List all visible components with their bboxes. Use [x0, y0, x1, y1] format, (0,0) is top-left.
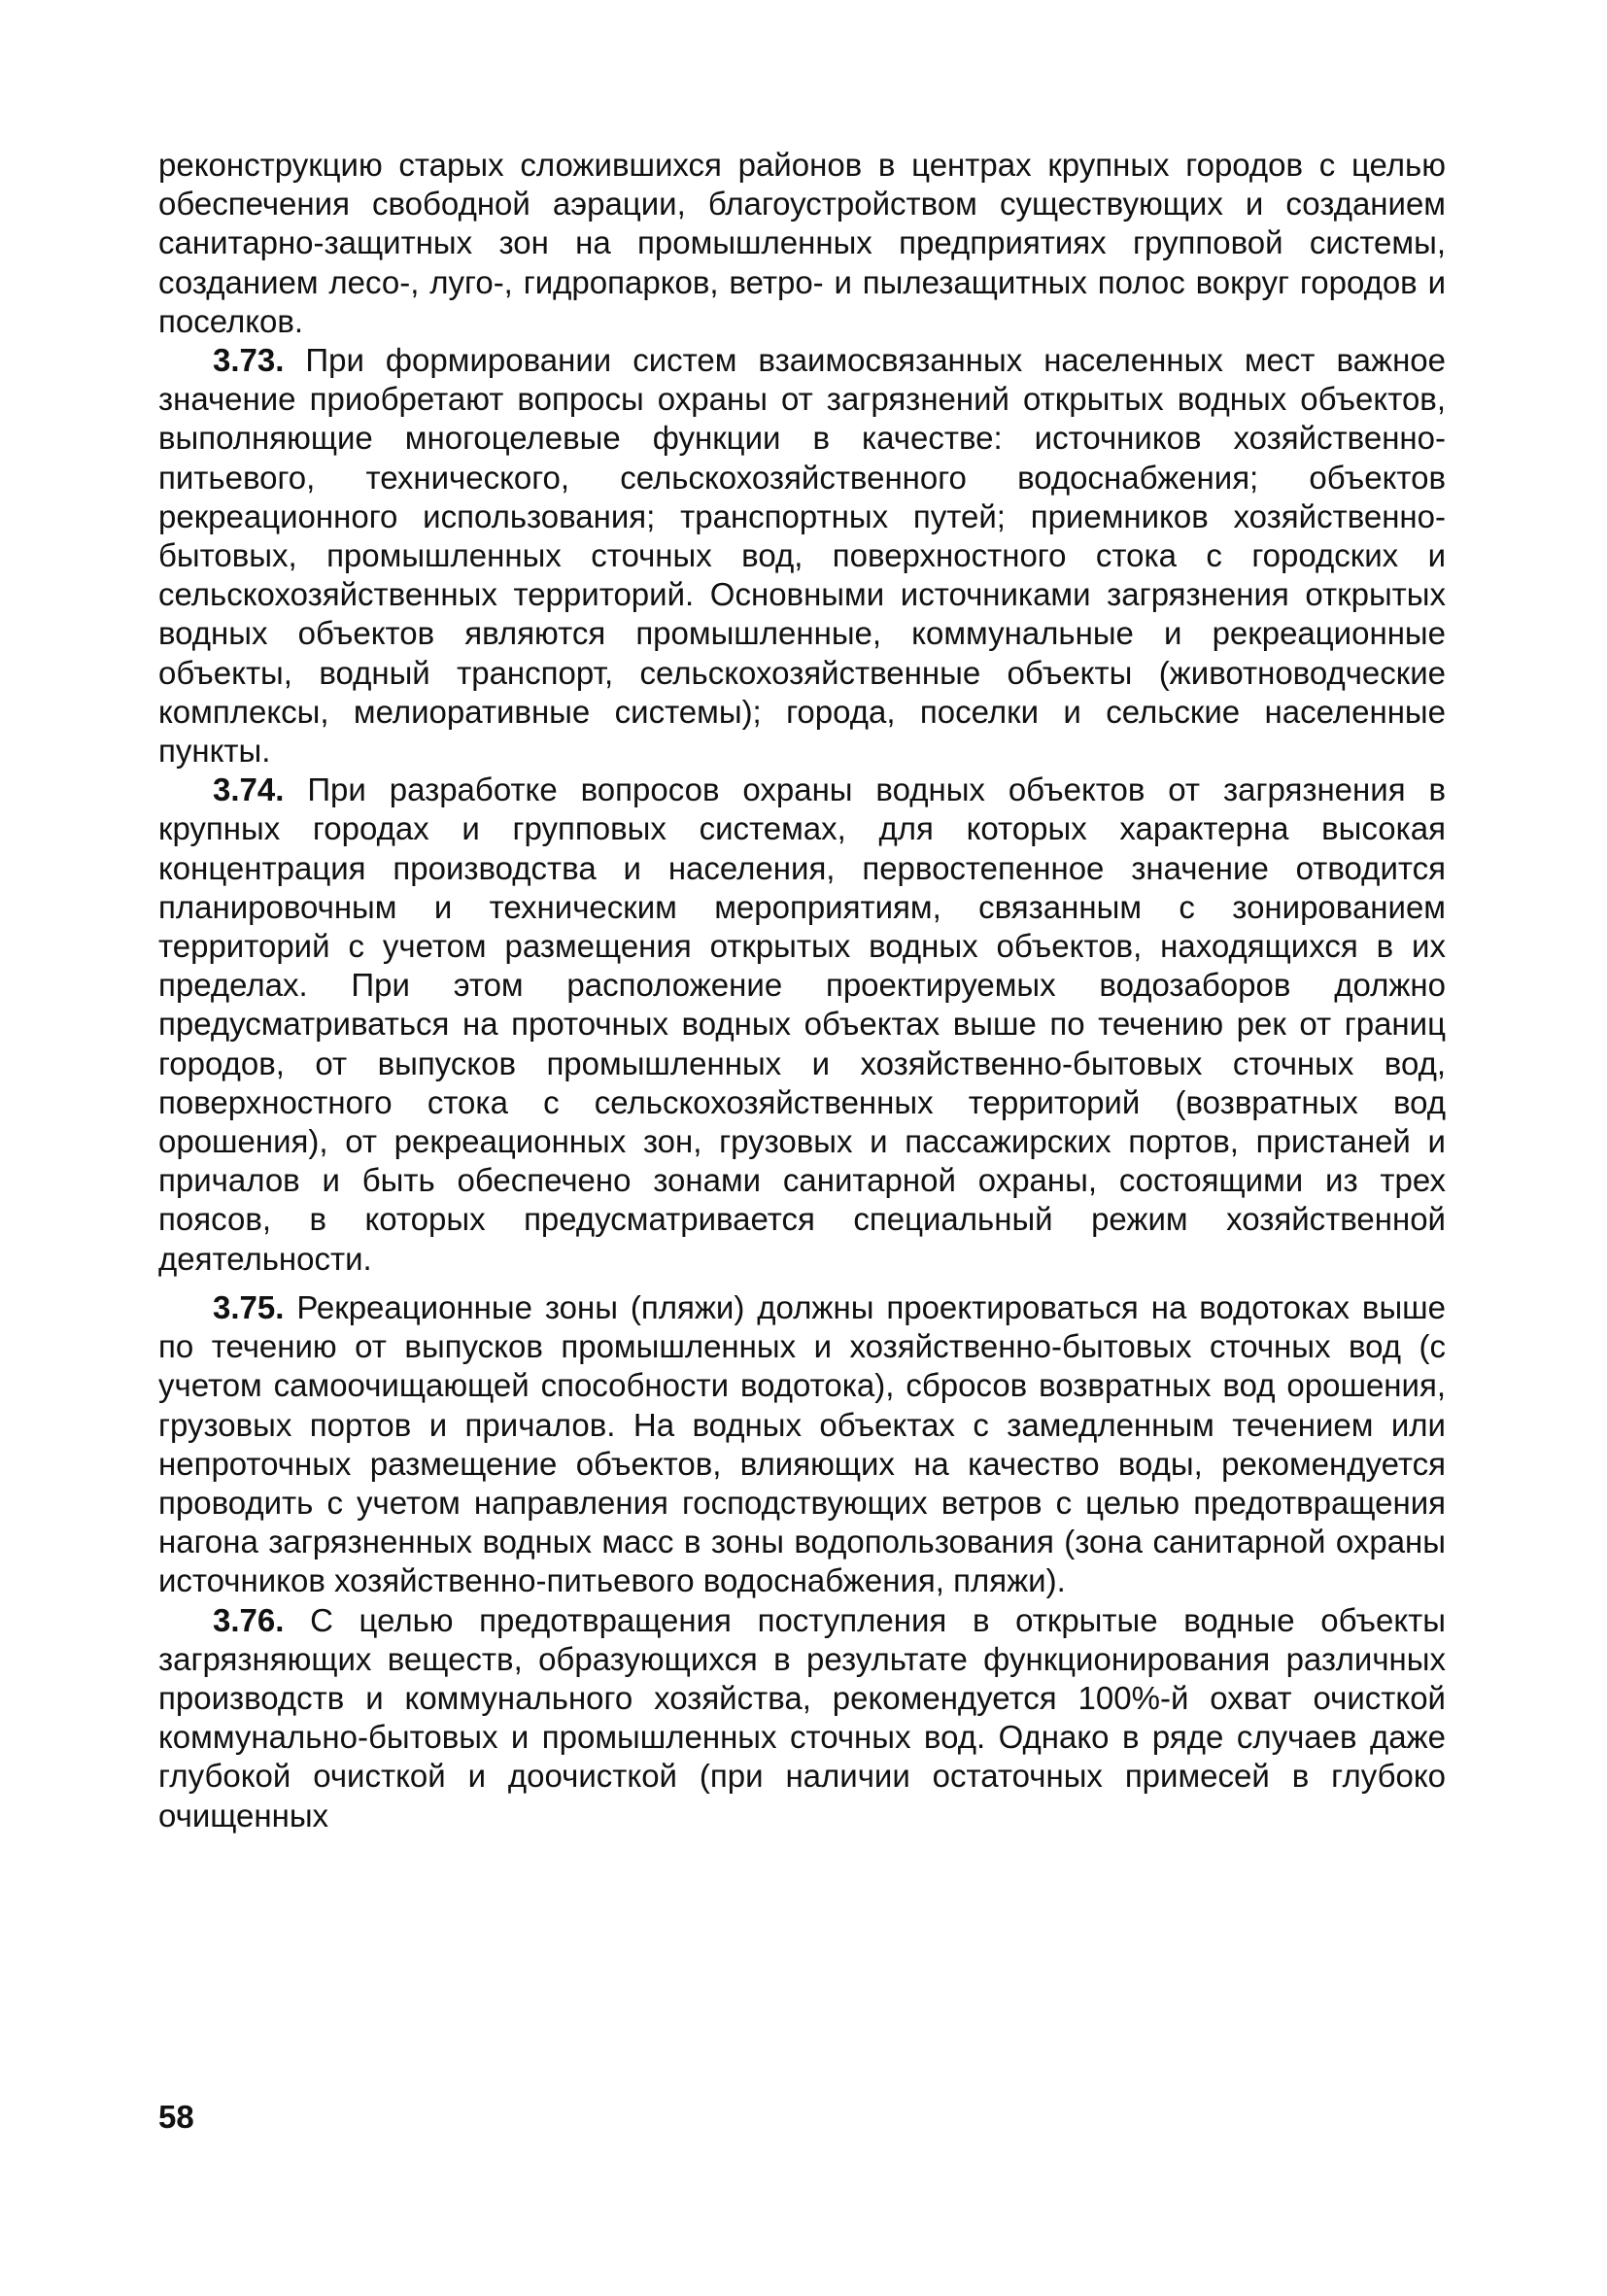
paragraph-continuation	[158, 146, 1446, 341]
paragraph-text: реконструкцию старых сложившихся районов в центрах крупных городов с целью обеспечения свободной аэрации, благоустройством существующих и созданием санитарно-защитных зон на промышленных предприятиях групповой системы, созданием лесо-, луго-, гидропарков, ветро- и пылезащитных полос вокруг городов и поселков.	[158, 147, 1446, 339]
page-body	[158, 146, 1446, 1835]
paragraph-number: 3.76.	[213, 1601, 285, 1638]
paragraph-text: С целью предотвращения поступления в открытые водные объекты загрязняющих веществ, образующихся в результате функционирования различных производств и коммунального хозяйства, рекомендуется 100%-й охват очисткой коммунально-бытовых и промышленных сточных вод. Однако в ряде случаев даже глубокой очисткой и доочисткой (при наличии остаточных примесей в глубоко очищенных	[158, 1601, 1446, 1833]
paragraph-text: При формировании систем взаимосвязанных населенных мест важное значение приобретают вопросы охраны от загрязнений открытых водных объектов, выполняющие многоцелевые функции в качестве: источников хозяйственно-питьевого, технического, сельскохозяйственного водоснабжения; объектов рекреационного использования; транспортных путей; приемников хозяйственно-бытовых, промышленных сточных вод, поверхностного стока с городских и сельскохозяйственных территорий. Основными источниками загрязнения открытых водных объектов являются промышленные, коммунальные и рекреационные объекты, водный транспорт, сельскохозяйственные объекты (животноводческие комплексы, мелиоративные системы); города, поселки и сельские населенные пункты.	[158, 342, 1446, 770]
paragraph-number: 3.73.	[213, 342, 285, 379]
paragraph-text: Рекреационные зоны (пляжи) должны проектироваться на водотоках выше по течению от выпусков промышленных и хозяйственно-бытовых сточных вод (с учетом самоочищающей способности водотока), сбросов возвратных вод орошения, грузовых портов и причалов. На водных объектах с замедленным течением или непроточных размещение объектов, влияющих на качество воды, рекомендуется проводить с учетом направления господствующих ветров с целью предотвращения нагона загрязненных водных масс в зоны водопользования (зона санитарной охраны источников хозяйственно-питьевого водоснабжения, пляжи).	[158, 1288, 1447, 1599]
paragraph-number: 3.74.	[213, 771, 285, 808]
paragraph-number: 3.75.	[213, 1288, 285, 1325]
page-number: 58	[158, 2099, 194, 2135]
paragraph-3-76	[158, 1601, 1446, 1835]
paragraph-3-75	[158, 1288, 1446, 1601]
paragraph-3-73	[158, 341, 1446, 771]
paragraph-3-74	[158, 771, 1446, 1279]
paragraph-text: При разработке вопросов охраны водных объектов от загрязнения в крупных городах и групповых системах, для которых характерна высокая концентрация производства и населения, первостепенное значение отводится планировочным и техническим мероприятиям, связанным с зонированием территорий с учетом размещения открытых водных объектов, находящихся в их пределах. При этом расположение проектируемых водозаборов должно предусматриваться на проточных водных объектах выше по течению рек от границ городов, от выпусков промышленных и хозяйственно-бытовых сточных вод, поверхностного стока с сельскохозяйственных территорий (возвратных вод орошения), от рекреационных зон, грузовых и пассажирских портов, пристаней и причалов и быть обеспечено зонами санитарной охраны, состоящими из трех поясов, в которых предусматривается специальный режим хозяйственной деятельности.	[158, 771, 1447, 1277]
